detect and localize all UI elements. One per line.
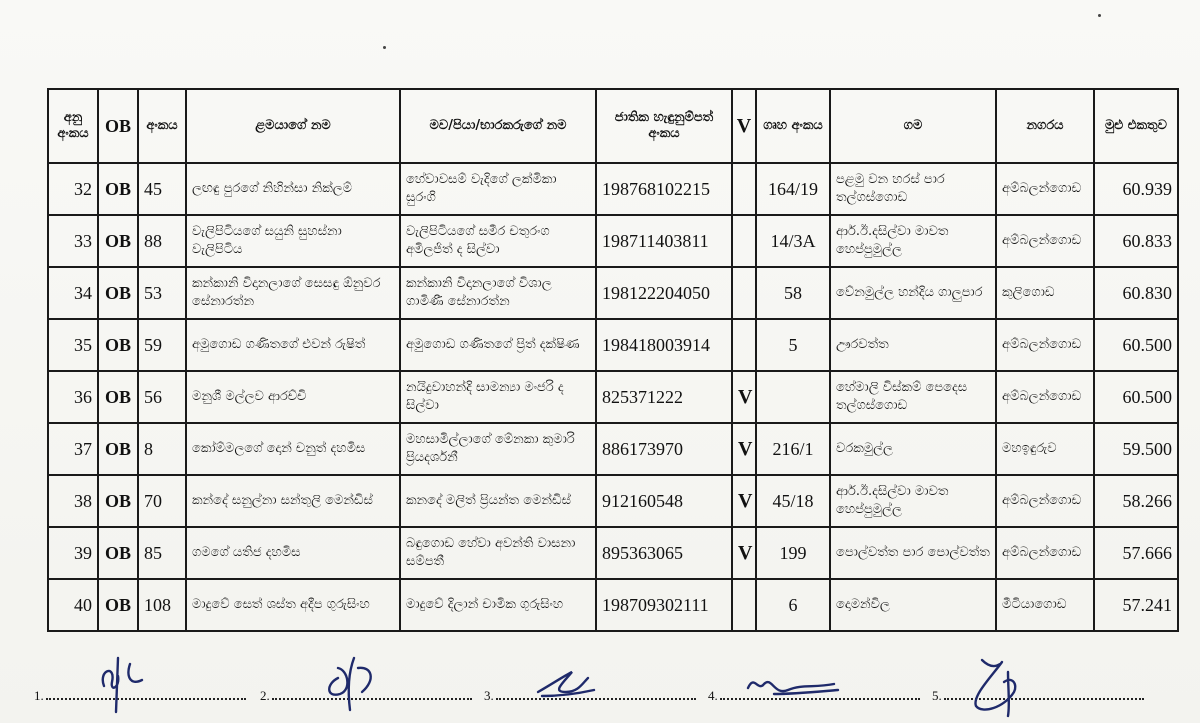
table-row xyxy=(48,371,1178,423)
header-nic: ජාතික හැඳුනුම්පත් අංකය xyxy=(596,89,732,163)
cell-child-name: මනුශී මල්ලව ආරච්චි xyxy=(186,371,400,423)
table-row xyxy=(48,319,1178,371)
signature-label-2: 2. xyxy=(260,688,270,703)
header-ob: OB xyxy=(98,89,138,163)
cell-total: 59.500 xyxy=(1094,423,1178,475)
cell-house-no: 6 xyxy=(756,579,830,631)
signature-mark-5 xyxy=(952,652,1042,722)
cell-index: 8 xyxy=(138,423,186,475)
signature-label-4: 4. xyxy=(708,688,718,703)
cell-child-name: මාදුවේ සෙත් ශස්ත අදීප ගුරුසිංහ xyxy=(186,579,400,631)
cell-village: වේනමුල්ල හන්දිය ගාලුපාර xyxy=(830,267,996,319)
cell-house-no: 199 xyxy=(756,527,830,579)
cell-index: 108 xyxy=(138,579,186,631)
signature-label-5: 5. xyxy=(932,688,942,703)
cell-village: ආර්.ඊ.දසිල්වා මාවත හෙප්පුමුල්ල xyxy=(830,475,996,527)
cell-house-no: 14/3A xyxy=(756,215,830,267)
cell-index: 70 xyxy=(138,475,186,527)
cell-town: මීටියාගොඩ xyxy=(996,579,1094,631)
table-row xyxy=(48,423,1178,475)
cell-no: 37 xyxy=(48,423,98,475)
cell-house-no: 58 xyxy=(756,267,830,319)
applicant-score-table xyxy=(47,88,1179,632)
cell-house-no: 164/19 xyxy=(756,163,830,215)
cell-ob: OB xyxy=(98,475,138,527)
header-child-name: ළමයාගේ නම xyxy=(186,89,400,163)
cell-village: ආර්.ඊ.දසිල්වා මාවත හෙප්පුමුල්ල xyxy=(830,215,996,267)
cell-v xyxy=(732,319,756,371)
cell-town: අම්බලන්ගොඩ xyxy=(996,163,1094,215)
cell-ob: OB xyxy=(98,371,138,423)
cell-town: කුලිගොඩ xyxy=(996,267,1094,319)
cell-index: 45 xyxy=(138,163,186,215)
cell-nic: 886173970 xyxy=(596,423,732,475)
cell-index: 59 xyxy=(138,319,186,371)
cell-no: 33 xyxy=(48,215,98,267)
cell-ob: OB xyxy=(98,215,138,267)
signature-row xyxy=(0,640,1200,723)
signature-label-3: 3. xyxy=(484,688,494,703)
cell-ob: OB xyxy=(98,319,138,371)
cell-parent-name: හේවාවසම් වැදිගේ ලක්මිකා සුරංගි xyxy=(400,163,596,215)
cell-v: V xyxy=(732,527,756,579)
signature-mark-1 xyxy=(90,646,160,716)
header-town: නගරය xyxy=(996,89,1094,163)
table-header-row xyxy=(48,89,1178,163)
cell-nic: 198711403811 xyxy=(596,215,732,267)
cell-child-name: ලඟඳු පුරගේ නිහින්සා නික්ලම් xyxy=(186,163,400,215)
header-parent-name: මව/පියා/භාරකරුගේ නම xyxy=(400,89,596,163)
cell-parent-name: මාදුවේ දිලාන් චාමික ගුරුසිංහ xyxy=(400,579,596,631)
signature-label-1: 1. xyxy=(34,688,44,703)
cell-parent-name: බඳුගොඩ හේවා අවන්ති වාසනා සම්පතී xyxy=(400,527,596,579)
cell-town: අම්බලන්ගොඩ xyxy=(996,527,1094,579)
cell-child-name: ගමගේ යතිජ දහමිස xyxy=(186,527,400,579)
cell-v: V xyxy=(732,371,756,423)
header-v: V xyxy=(732,89,756,163)
cell-index: 85 xyxy=(138,527,186,579)
cell-parent-name: කනදේ මලිත් ප්‍රියන්ත මෙන්ඩිස් xyxy=(400,475,596,527)
cell-total: 57.241 xyxy=(1094,579,1178,631)
cell-house-no xyxy=(756,371,830,423)
cell-village: හේමාලි විස්කම් පෙදෙස තල්ගස්ගොඩ xyxy=(830,371,996,423)
cell-child-name: අමුගොඩ ගණිතගේ එවන් රුෂිත් xyxy=(186,319,400,371)
cell-village: වරකමුල්ල xyxy=(830,423,996,475)
cell-house-no: 45/18 xyxy=(756,475,830,527)
cell-town: අම්බලන්ගොඩ xyxy=(996,319,1094,371)
cell-no: 35 xyxy=(48,319,98,371)
cell-ob: OB xyxy=(98,163,138,215)
cell-nic: 825371222 xyxy=(596,371,732,423)
table-row xyxy=(48,527,1178,579)
cell-total: 57.666 xyxy=(1094,527,1178,579)
signature-mark-2 xyxy=(318,648,388,718)
cell-parent-name: අමුගොඩ ගණිතගේ ප්‍රිත් දක්ෂිණ xyxy=(400,319,596,371)
cell-total: 60.939 xyxy=(1094,163,1178,215)
header-index: අංකය xyxy=(138,89,186,163)
cell-town: අම්බලන්ගොඩ xyxy=(996,475,1094,527)
cell-index: 53 xyxy=(138,267,186,319)
cell-village: ඌරවත්ත xyxy=(830,319,996,371)
cell-v xyxy=(732,215,756,267)
cell-total: 60.500 xyxy=(1094,319,1178,371)
cell-child-name: කන්දේ සනුල්නා සන්තුලි මෙන්ඩිස් xyxy=(186,475,400,527)
cell-v xyxy=(732,267,756,319)
cell-nic: 198709302111 xyxy=(596,579,732,631)
cell-town: අම්බලන්ගොඩ xyxy=(996,215,1094,267)
header-no: අනු අංකය xyxy=(48,89,98,163)
header-village: ගම xyxy=(830,89,996,163)
cell-nic: 198768102215 xyxy=(596,163,732,215)
cell-no: 32 xyxy=(48,163,98,215)
cell-house-no: 5 xyxy=(756,319,830,371)
cell-nic: 198418003914 xyxy=(596,319,732,371)
header-house-no: ගෘහ අංකය xyxy=(756,89,830,163)
cell-v xyxy=(732,579,756,631)
cell-no: 38 xyxy=(48,475,98,527)
cell-parent-name: වැලිපිටියගේ සමීර චතුරංග අමිලජිත් ද සිල්වා xyxy=(400,215,596,267)
cell-village: පළමු වන හරස් පාර තල්ගස්ගොඩ xyxy=(830,163,996,215)
cell-nic: 198122204050 xyxy=(596,267,732,319)
cell-village: දොමන්විල xyxy=(830,579,996,631)
cell-parent-name: නයිදුවාහන්දි සාමන්‍යා මංජරි ද සිල්වා xyxy=(400,371,596,423)
cell-nic: 912160548 xyxy=(596,475,732,527)
cell-ob: OB xyxy=(98,527,138,579)
cell-v: V xyxy=(732,423,756,475)
table-row xyxy=(48,163,1178,215)
paper-speck xyxy=(1098,14,1101,17)
cell-house-no: 216/1 xyxy=(756,423,830,475)
signature-mark-3 xyxy=(532,662,612,712)
cell-nic: 895363065 xyxy=(596,527,732,579)
cell-parent-name: මහසාමිල්ලාගේ මේනකා කුමාරි ප්‍රියදර්ශනී xyxy=(400,423,596,475)
cell-index: 88 xyxy=(138,215,186,267)
cell-town: අම්බලන්ගොඩ xyxy=(996,371,1094,423)
cell-ob: OB xyxy=(98,423,138,475)
cell-no: 34 xyxy=(48,267,98,319)
cell-ob: OB xyxy=(98,267,138,319)
cell-no: 36 xyxy=(48,371,98,423)
cell-town: මහඉඳුරුව xyxy=(996,423,1094,475)
table-row xyxy=(48,215,1178,267)
table-row xyxy=(48,267,1178,319)
cell-v: V xyxy=(732,475,756,527)
paper-speck xyxy=(383,46,386,49)
signature-mark-4 xyxy=(744,666,844,706)
cell-no: 40 xyxy=(48,579,98,631)
cell-total: 58.266 xyxy=(1094,475,1178,527)
cell-ob: OB xyxy=(98,579,138,631)
cell-child-name: කන්කානි විදානලාගේ සෙසඳු ඕනුවර සේනාරත්න xyxy=(186,267,400,319)
cell-child-name: කෝම්මලගේ දොන් චනුත් දහමිස xyxy=(186,423,400,475)
cell-child-name: වැලිපිටියගේ සයුනි සුහස්නා වැලිපිටිය xyxy=(186,215,400,267)
cell-parent-name: කන්කානි විදානලාගේ විශාල ගාමිණී සේනාරත්න xyxy=(400,267,596,319)
table-row xyxy=(48,579,1178,631)
cell-total: 60.830 xyxy=(1094,267,1178,319)
cell-village: පොල්වත්ත පාර පොල්වත්ත xyxy=(830,527,996,579)
cell-total: 60.500 xyxy=(1094,371,1178,423)
cell-index: 56 xyxy=(138,371,186,423)
header-total: මුළු එකතුව xyxy=(1094,89,1178,163)
cell-no: 39 xyxy=(48,527,98,579)
cell-v xyxy=(732,163,756,215)
cell-total: 60.833 xyxy=(1094,215,1178,267)
table-row xyxy=(48,475,1178,527)
